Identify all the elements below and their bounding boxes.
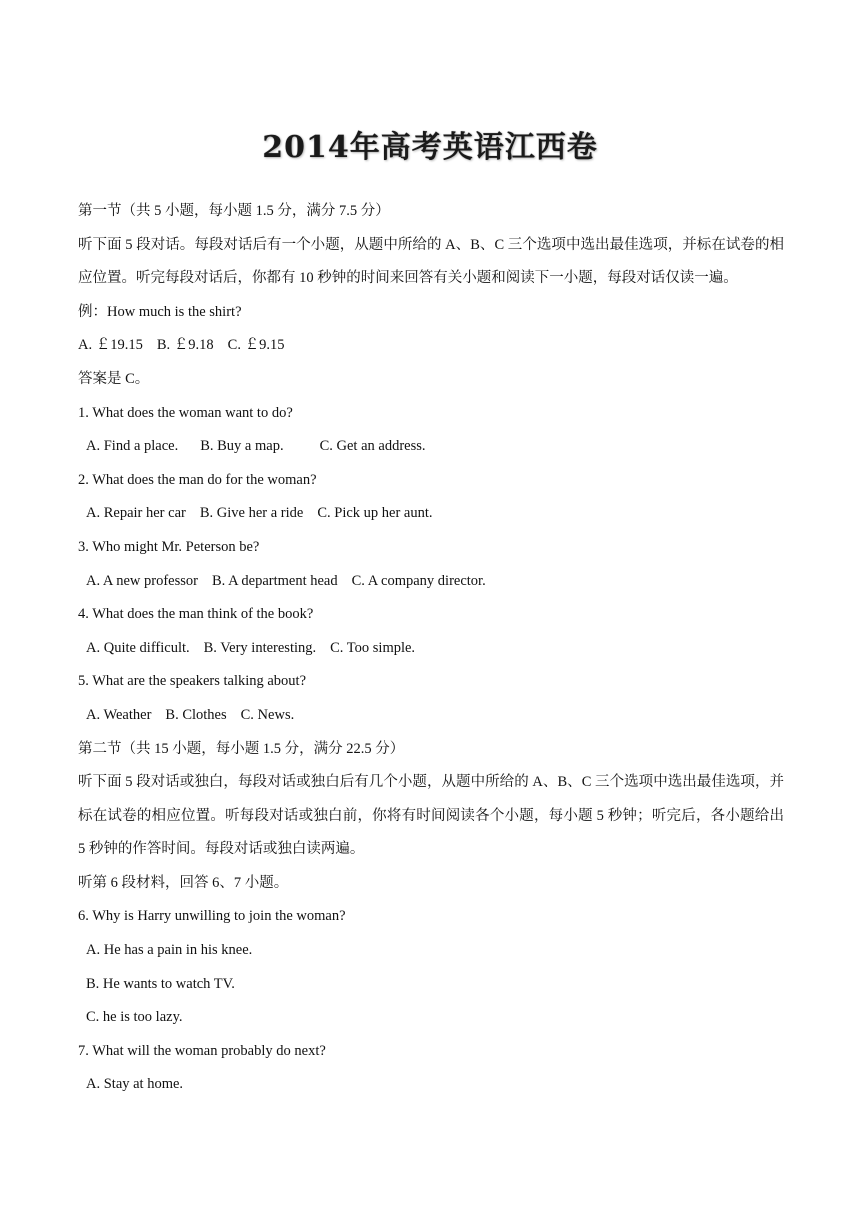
example-option-a: A. ￡19.15: [78, 337, 143, 354]
question-3: 3. Who might Mr. Peterson be?: [78, 538, 260, 555]
option-a: A. A new professor: [86, 572, 198, 589]
option-b: B. Clothes: [165, 706, 227, 723]
option-b: B. Buy a map.: [200, 438, 284, 455]
question-4: 4. What does the man think of the book?: [78, 606, 314, 623]
option-a: A. Weather: [86, 706, 152, 723]
question-5: 5. What are the speakers talking about?: [78, 673, 307, 690]
document-body: [78, 195, 784, 1102]
option-b: B. Give her a ride: [199, 505, 304, 522]
question-3-options: [78, 565, 784, 599]
example-question: 例：How much is the shirt?: [78, 303, 242, 320]
question-4-options: [78, 632, 784, 666]
option-c: C. Pick up her aunt.: [317, 505, 433, 522]
example-option-c: C. ￡9.15: [227, 337, 285, 354]
example-answer: 答案是 C。: [78, 370, 150, 387]
option-b: B. A department head: [211, 572, 338, 589]
page-title: 2014年高考英语江西卷: [262, 130, 598, 165]
material-6-note: 听第 6 段材料，回答 6、7 小题。: [78, 874, 289, 891]
question-1: 1. What does the woman want to do?: [78, 404, 293, 421]
option-c: C. Get an address.: [319, 438, 426, 455]
question-2: 2. What does the man do for the woman?: [78, 471, 317, 488]
question-6-option-c: C. he is too lazy.: [86, 1009, 183, 1026]
example-options: [78, 329, 784, 363]
section1-header: 第一节（共 5 小题，每小题 1.5 分，满分 7.5 分）: [78, 203, 390, 219]
question-1-options: [78, 430, 784, 464]
question-2-options: [78, 497, 784, 531]
section2-instructions: 听下面 5 段对话或独白，每段对话或独白后有几个小题，从题中所给的 A、B、C 三个选项中选出最佳选项，并标在试卷的相应位置。听每段对话或独白前，你将有时间阅读各个小题，每小题 5 秒钟；听完后，各小题给出 5 秒钟的作答时间。每段对话或独白读两遍。: [78, 774, 784, 858]
option-c: C. News.: [240, 706, 295, 723]
option-c: C. Too simple.: [330, 639, 416, 656]
question-6: 6. Why is Harry unwilling to join the woman?: [78, 908, 346, 925]
option-a: A. Quite difficult.: [86, 639, 190, 656]
section1-instructions: 听下面 5 段对话。每段对话后有一个小题，从题中所给的 A、B、C 三个选项中选出最佳选项，并标在试卷的相应位置。听完每段对话后，你都有 10 秒钟的时间来回答有关小题和阅读下一小题，每段对话仅读一遍。: [78, 236, 784, 287]
question-5-options: [78, 699, 784, 733]
question-6-option-b: B. He wants to watch TV.: [86, 975, 235, 992]
option-a: A. Repair her car: [86, 505, 186, 522]
option-c: C. A company director.: [351, 572, 486, 589]
option-b: B. Very interesting.: [203, 639, 317, 656]
example-option-b: B. ￡9.18: [156, 337, 214, 354]
question-7: 7. What will the woman probably do next?: [78, 1042, 326, 1059]
question-7-option-a: A. Stay at home.: [86, 1076, 184, 1093]
section2-header: 第二节（共 15 小题，每小题 1.5 分，满分 22.5 分）: [78, 740, 405, 757]
question-6-option-a: A. He has a pain in his knee.: [86, 942, 253, 959]
option-a: A. Find a place.: [86, 438, 179, 455]
